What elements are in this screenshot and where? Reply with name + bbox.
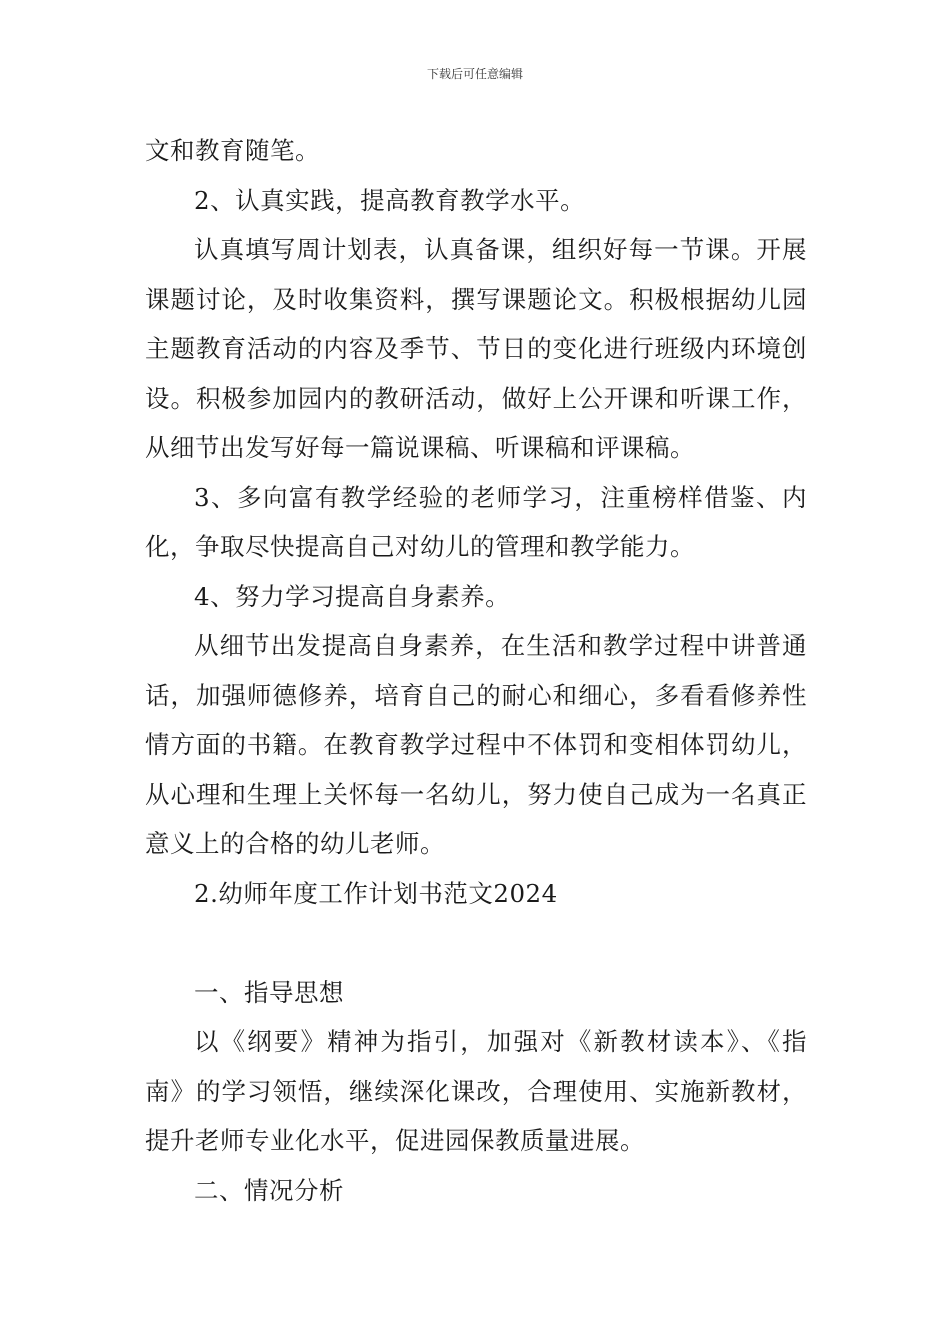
- item-4-body: 从细节出发提高自身素养，在生活和教学过程中讲普通话，加强师德修养，培育自己的耐心和细心，多看看修养性情方面的书籍。在教育教学过程中不体罚和变相体罚幼儿，从心理和生理上关怀每一名幼儿，努力使自己成为一名真正意义上的合格的幼儿老师。: [145, 631, 807, 858]
- document-body: [145, 126, 807, 1215]
- page-header-note: 下载后可任意编辑: [426, 67, 523, 81]
- blank-line: [145, 918, 807, 968]
- item-3-body: 3、多向富有教学经验的老师学习，注重榜样借鉴、内化，争取尽快提高自己对幼儿的管理和教学能力。: [145, 482, 807, 561]
- paragraph-continuation: 文和教育随笔。: [145, 136, 320, 165]
- item-2-body: 认真填写周计划表，认真备课，组织好每一节课。开展课题讨论，及时收集资料，撰写课题论文。积极根据幼儿园主题教育活动的内容及季节、节日的变化进行班级内环境创设。积极参加园内的教研活动，做好上公开课和听课工作，从细节出发写好每一篇说课稿、听课稿和评课稿。: [145, 235, 807, 462]
- heading-situation-analysis: 二、情况分析: [194, 1175, 344, 1205]
- item-4-heading: 4、努力学习提高自身素养。: [194, 581, 511, 611]
- heading-guiding-ideology: 一、指导思想: [194, 977, 344, 1007]
- item-2-heading: 2、认真实践，提高教育教学水平。: [194, 185, 586, 215]
- guiding-ideology-body: 以《纲要》精神为指引，加强对《新教材读本》、《指南》的学习领悟，继续深化课改，合理使用、实施新教材，提升老师专业化水平，促进园保教质量进展。: [145, 1027, 807, 1155]
- section-title: 2.幼师年度工作计划书范文2024: [194, 878, 558, 908]
